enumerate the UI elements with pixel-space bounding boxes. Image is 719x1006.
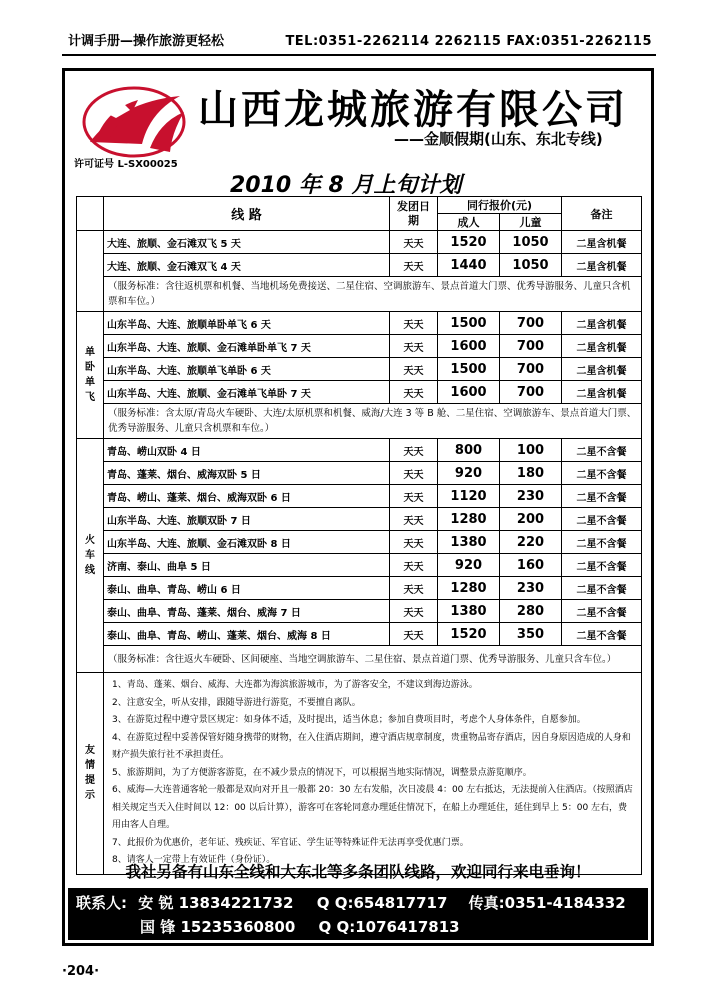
adult-price-cell: 1600 bbox=[438, 335, 500, 358]
service-standard-text: （服务标准：含往返机票和机餐、当地机场免费接送、二星住宿、空调旅游车、景点首道大门票、优秀导游服务、儿童只含机票和车位。） bbox=[104, 277, 642, 312]
child-price-cell: 700 bbox=[500, 335, 562, 358]
adult-price-cell: 1520 bbox=[438, 231, 500, 254]
contact-fax: 传真:0351-4184332 bbox=[468, 894, 626, 912]
child-price-cell: 1050 bbox=[500, 231, 562, 254]
table-header-row bbox=[77, 197, 642, 214]
child-price-cell: 700 bbox=[500, 358, 562, 381]
depart-cell: 天天 bbox=[390, 623, 438, 646]
contact-label: 联系人: bbox=[76, 894, 127, 912]
bottom-slogan: 我社另备有山东全线和大东北等多条团队线路，欢迎同行来电垂询！ bbox=[125, 863, 591, 881]
note-cell: 二星不含餐 bbox=[562, 462, 642, 485]
child-price-cell: 180 bbox=[500, 462, 562, 485]
note-cell: 二星含机餐 bbox=[562, 381, 642, 404]
contact-qq-1: Q Q:654817717 bbox=[316, 894, 448, 912]
contact-person-1: 安 锐 13834221732 bbox=[138, 894, 294, 912]
contact-bar bbox=[68, 888, 648, 940]
category-cell: 单 卧 单 飞 bbox=[77, 312, 104, 439]
table-row bbox=[77, 335, 642, 358]
table-row bbox=[77, 600, 642, 623]
note-cell: 二星不含餐 bbox=[562, 531, 642, 554]
tip-item: 8、请客人一定带上有效证件（身份证）。 bbox=[112, 855, 276, 865]
table-row bbox=[77, 554, 642, 577]
adult-price-cell: 1380 bbox=[438, 531, 500, 554]
route-cell: 山东半岛、大连、旅顺双卧 7 日 bbox=[104, 508, 390, 531]
service-standard-row bbox=[77, 277, 642, 312]
adult-price-cell: 920 bbox=[438, 462, 500, 485]
table-row bbox=[77, 254, 642, 277]
category-cell bbox=[77, 231, 104, 312]
note-cell: 二星不含餐 bbox=[562, 600, 642, 623]
tip-item: 5、旅游期间，为了方便游客游览，在不减少景点的情况下，可以根据当地实际情况，调整景点游览顺序。 bbox=[112, 767, 532, 778]
note-cell: 二星不含餐 bbox=[562, 439, 642, 462]
depart-cell: 天天 bbox=[390, 254, 438, 277]
child-price-cell: 230 bbox=[500, 485, 562, 508]
depart-cell: 天天 bbox=[390, 381, 438, 404]
child-price-cell: 700 bbox=[500, 381, 562, 404]
contact-person-2: 国 锋 15235360800 bbox=[140, 918, 296, 936]
route-cell: 大连、旅顺、金石滩双飞 4 天 bbox=[104, 254, 390, 277]
table-row bbox=[77, 439, 642, 462]
depart-cell: 天天 bbox=[390, 600, 438, 623]
table-row bbox=[77, 231, 642, 254]
header-price-group: 同行报价(元) bbox=[438, 197, 562, 214]
service-standard-text: （服务标准：含往返火车硬卧、区间硬座、当地空调旅游车、二星住宿、景点首道门票、优秀导游服务、儿童只含车位。） bbox=[104, 646, 642, 673]
child-price-cell: 220 bbox=[500, 531, 562, 554]
depart-cell: 天天 bbox=[390, 485, 438, 508]
contact-row-1 bbox=[76, 892, 626, 913]
page-number: ·204· bbox=[62, 964, 100, 979]
route-cell: 青岛、崂山双卧 4 日 bbox=[104, 439, 390, 462]
table-row bbox=[77, 462, 642, 485]
header-left-text: 计调手册—操作旅游更轻松 bbox=[68, 34, 225, 49]
header-depart: 发团日期 bbox=[390, 197, 438, 231]
adult-price-cell: 1280 bbox=[438, 508, 500, 531]
note-cell: 二星含机餐 bbox=[562, 335, 642, 358]
header-category-cell bbox=[77, 197, 104, 231]
child-price-cell: 1050 bbox=[500, 254, 562, 277]
child-price-cell: 700 bbox=[500, 312, 562, 335]
note-cell: 二星含机餐 bbox=[562, 231, 642, 254]
tips-category-cell: 友 情 提 示 bbox=[77, 673, 104, 875]
service-standard-text: （服务标准：含太原/青岛火车硬卧、大连/太原机票和机餐、威海/大连 3 等 B 舱、二星住宿、空调旅游车、景点首道大门票、优秀导游服务、儿童只含机票和车位。） bbox=[104, 404, 642, 439]
depart-cell: 天天 bbox=[390, 508, 438, 531]
tip-item: 7、此报价为优惠价，老年证、残疾证、军官证、学生证等特殊证件无法再享受优惠门票。 bbox=[112, 837, 469, 848]
company-subtitle: ——金顺假期(山东、东北专线) bbox=[394, 130, 603, 148]
route-cell: 泰山、曲阜、青岛、崂山、蓬莱、烟台、威海 8 日 bbox=[104, 623, 390, 646]
table-row bbox=[77, 485, 642, 508]
company-name: 山西龙城旅游有限公司 bbox=[198, 86, 628, 133]
table-row bbox=[77, 508, 642, 531]
adult-price-cell: 1280 bbox=[438, 577, 500, 600]
tip-item: 1、青岛、蓬莱、烟台、威海、大连都为海滨旅游城市，为了游客安全，不建议到海边游泳。 bbox=[112, 680, 478, 690]
child-price-cell: 230 bbox=[500, 577, 562, 600]
tip-item: 4、在游览过程中妥善保管好随身携带的财物，在入住酒店期间，遵守酒店规章制度，贵重物品寄存酒店，因自身原因造成的人身和财产损失旅行社不承担责任。 bbox=[112, 732, 631, 760]
license-number: 许可证号 L-SX00025 bbox=[74, 159, 178, 170]
depart-cell: 天天 bbox=[390, 231, 438, 254]
child-price-cell: 200 bbox=[500, 508, 562, 531]
adult-price-cell: 800 bbox=[438, 439, 500, 462]
adult-price-cell: 1380 bbox=[438, 600, 500, 623]
depart-cell: 天天 bbox=[390, 439, 438, 462]
adult-price-cell: 1500 bbox=[438, 312, 500, 335]
table-row bbox=[77, 531, 642, 554]
depart-cell: 天天 bbox=[390, 312, 438, 335]
price-table bbox=[76, 196, 642, 875]
depart-cell: 天天 bbox=[390, 358, 438, 381]
route-cell: 泰山、曲阜、青岛、蓬莱、烟台、威海 7 日 bbox=[104, 600, 390, 623]
tips-row bbox=[77, 673, 642, 875]
table-row bbox=[77, 381, 642, 404]
route-cell: 山东半岛、大连、旅顺单卧单飞 6 天 bbox=[104, 312, 390, 335]
depart-cell: 天天 bbox=[390, 335, 438, 358]
adult-price-cell: 1600 bbox=[438, 381, 500, 404]
header-note: 备注 bbox=[562, 197, 642, 231]
adult-price-cell: 1120 bbox=[438, 485, 500, 508]
route-cell: 山东半岛、大连、旅顺、金石滩双卧 8 日 bbox=[104, 531, 390, 554]
route-cell: 大连、旅顺、金石滩双飞 5 天 bbox=[104, 231, 390, 254]
header-contact-text: TEL:0351-2262114 2262115 FAX:0351-2262115 bbox=[285, 34, 652, 49]
table-row bbox=[77, 312, 642, 335]
depart-cell: 天天 bbox=[390, 577, 438, 600]
table-row bbox=[77, 358, 642, 381]
route-cell: 青岛、崂山、蓬莱、烟台、威海双卧 6 日 bbox=[104, 485, 390, 508]
adult-price-cell: 920 bbox=[438, 554, 500, 577]
note-cell: 二星不含餐 bbox=[562, 485, 642, 508]
service-standard-row bbox=[77, 404, 642, 439]
child-price-cell: 100 bbox=[500, 439, 562, 462]
note-cell: 二星含机餐 bbox=[562, 358, 642, 381]
route-cell: 青岛、蓬莱、烟台、威海双卧 5 日 bbox=[104, 462, 390, 485]
child-price-cell: 160 bbox=[500, 554, 562, 577]
company-logo-icon bbox=[80, 82, 188, 160]
adult-price-cell: 1520 bbox=[438, 623, 500, 646]
adult-price-cell: 1500 bbox=[438, 358, 500, 381]
depart-cell: 天天 bbox=[390, 554, 438, 577]
running-header bbox=[62, 30, 656, 56]
depart-cell: 天天 bbox=[390, 462, 438, 485]
route-cell: 山东半岛、大连、旅顺单飞单卧 6 天 bbox=[104, 358, 390, 381]
note-cell: 二星含机餐 bbox=[562, 312, 642, 335]
tip-item: 6、威海—大连普通客轮一般都是双向对开且一般都 20：30 左右发船，次日凌晨 4：00 左右抵达，无法提前入住酒店。（按照酒店相关规定当天入住时间以 12：00 以后计算），游客可在客轮同意办理延住情况下，在船上办理延住，延住到早上 5：00 左右，费用由客人自理。 bbox=[112, 785, 633, 830]
route-cell: 泰山、曲阜、青岛、崂山 6 日 bbox=[104, 577, 390, 600]
category-cell: 火 车 线 bbox=[77, 439, 104, 673]
plan-title: 2010 年 8 月上旬计划 bbox=[230, 173, 462, 198]
child-price-cell: 350 bbox=[500, 623, 562, 646]
depart-cell: 天天 bbox=[390, 531, 438, 554]
contact-qq-2: Q Q:1076417813 bbox=[318, 918, 460, 936]
note-cell: 二星含机餐 bbox=[562, 254, 642, 277]
route-cell: 山东半岛、大连、旅顺、金石滩单卧单飞 7 天 bbox=[104, 335, 390, 358]
note-cell: 二星不含餐 bbox=[562, 623, 642, 646]
service-standard-row bbox=[77, 646, 642, 673]
tips-cell bbox=[104, 673, 642, 875]
note-cell: 二星不含餐 bbox=[562, 554, 642, 577]
header-adult: 成人 bbox=[438, 214, 500, 231]
tip-item: 2、注意安全，听从安排，跟随导游进行游览，不要擅自离队。 bbox=[112, 697, 361, 708]
note-cell: 二星不含餐 bbox=[562, 508, 642, 531]
route-cell: 济南、泰山、曲阜 5 日 bbox=[104, 554, 390, 577]
header-child: 儿童 bbox=[500, 214, 562, 231]
header-route: 线 路 bbox=[104, 197, 390, 231]
route-cell: 山东半岛、大连、旅顺、金石滩单飞单卧 7 天 bbox=[104, 381, 390, 404]
table-row bbox=[77, 577, 642, 600]
child-price-cell: 280 bbox=[500, 600, 562, 623]
adult-price-cell: 1440 bbox=[438, 254, 500, 277]
table-row bbox=[77, 623, 642, 646]
note-cell: 二星不含餐 bbox=[562, 577, 642, 600]
tip-item: 3、在游览过程中遵守景区规定：如身体不适，及时提出，适当休息；参加自费项目时，考虑个人身体条件，自愿参加。 bbox=[112, 715, 586, 725]
contact-row-2 bbox=[140, 916, 460, 937]
